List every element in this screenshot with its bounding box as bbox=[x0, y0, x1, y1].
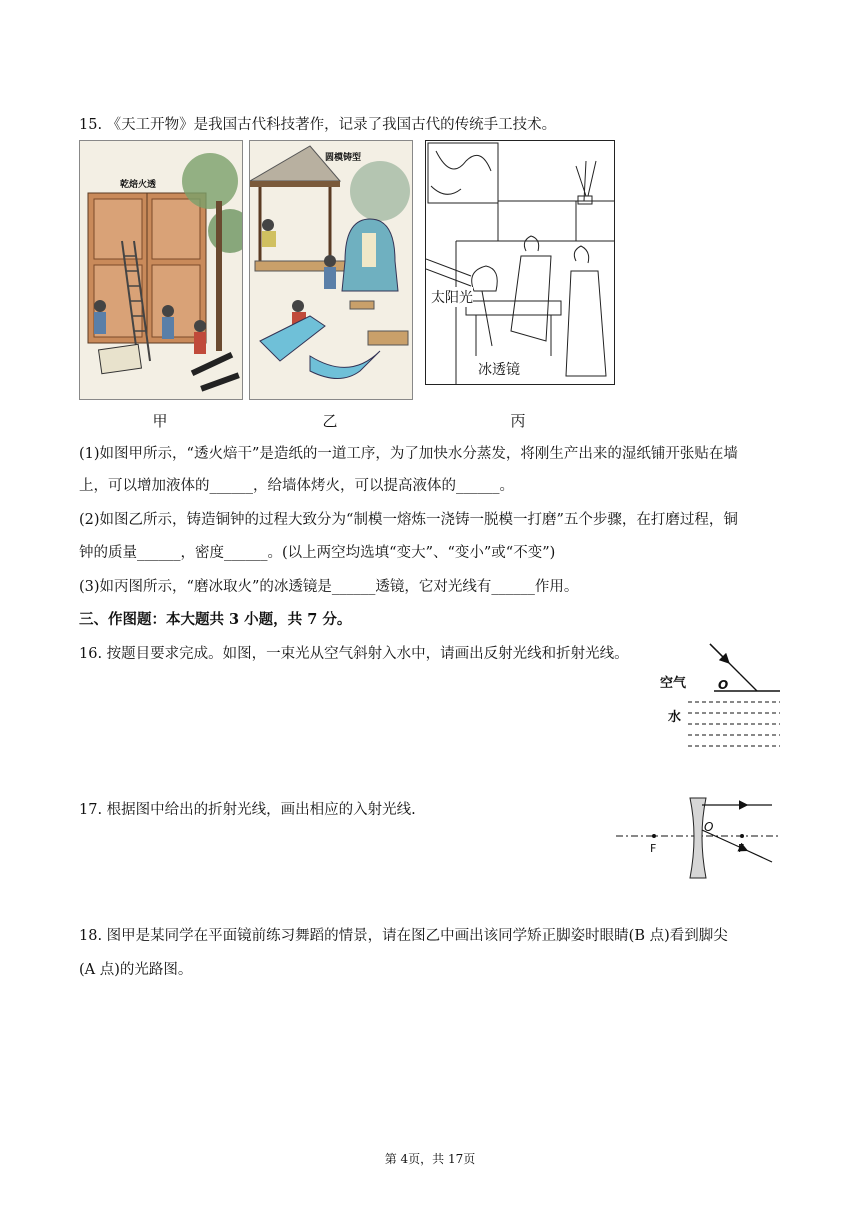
illustration-bing bbox=[425, 140, 615, 385]
q15-part2-line2: 钟的质量______，密度______。(以上两空均选填“变大”、“变小”或“不变”) bbox=[79, 545, 556, 561]
q16-diagram bbox=[656, 640, 782, 750]
q18-line2: (A 点)的光路图。 bbox=[79, 962, 193, 978]
q17-label-f-left: F bbox=[650, 842, 657, 855]
q18-line1: 18. 图甲是某同学在平面镜前练习舞蹈的情景，请在图乙中画出该同学矫正脚姿时眼睛(B 点)看到脚尖 bbox=[79, 928, 728, 944]
label-sunlight: 太阳光 bbox=[431, 287, 473, 307]
caption-jia: 甲 bbox=[152, 412, 168, 430]
q17-label-o: O bbox=[704, 820, 714, 834]
section-3-heading: 三、作图题：本大题共 3 小题，共 7 分。 bbox=[79, 611, 352, 628]
q17-diagram bbox=[616, 796, 780, 882]
q15-part3: (3)如丙图所示，“磨冰取火”的冰透镜是______透镜，它对光线有______作用。 bbox=[79, 579, 579, 595]
page-footer: 第 4页，共 17页 bbox=[384, 1152, 476, 1166]
label-ice-lens: 冰透镜 bbox=[478, 359, 520, 379]
q16-label-air: 空气 bbox=[660, 676, 687, 691]
caption-bing: 丙 bbox=[510, 412, 526, 430]
illustration-jia-label: 乾焙火透 bbox=[120, 180, 157, 190]
q16-text: 16. 按题目要求完成。如图，一束光从空气斜射入水中，请画出反射光线和折射光线。 bbox=[79, 646, 629, 662]
illustration-yi bbox=[249, 140, 413, 400]
q15-part1-line1: (1)如图甲所示，“透火焙干”是造纸的一道工序，为了加快水分蒸发，将刚生产出来的湿纸铺开张贴在墙 bbox=[79, 446, 738, 462]
illustration-yi-label: 圆模铸型 bbox=[325, 153, 362, 163]
q17-label-f-right: F bbox=[738, 842, 745, 855]
q15-stem: 15. 《天工开物》是我国古代科技著作，记录了我国古代的传统手工技术。 bbox=[79, 117, 557, 133]
q16-label-o: O bbox=[718, 678, 729, 692]
illustration-jia bbox=[79, 140, 243, 400]
caption-yi: 乙 bbox=[322, 412, 338, 430]
q16-label-water: 水 bbox=[668, 710, 682, 725]
q17-text: 17. 根据图中给出的折射光线，画出相应的入射光线. bbox=[79, 802, 416, 818]
q15-part1-line2: 上，可以增加液体的______，给墙体烤火，可以提高液体的______。 bbox=[79, 478, 514, 494]
q15-part2-line1: (2)如图乙所示，铸造铜钟的过程大致分为“制模一熔炼一浇铸一脱模一打磨”五个步骤，在打磨过程，铜 bbox=[79, 512, 738, 528]
